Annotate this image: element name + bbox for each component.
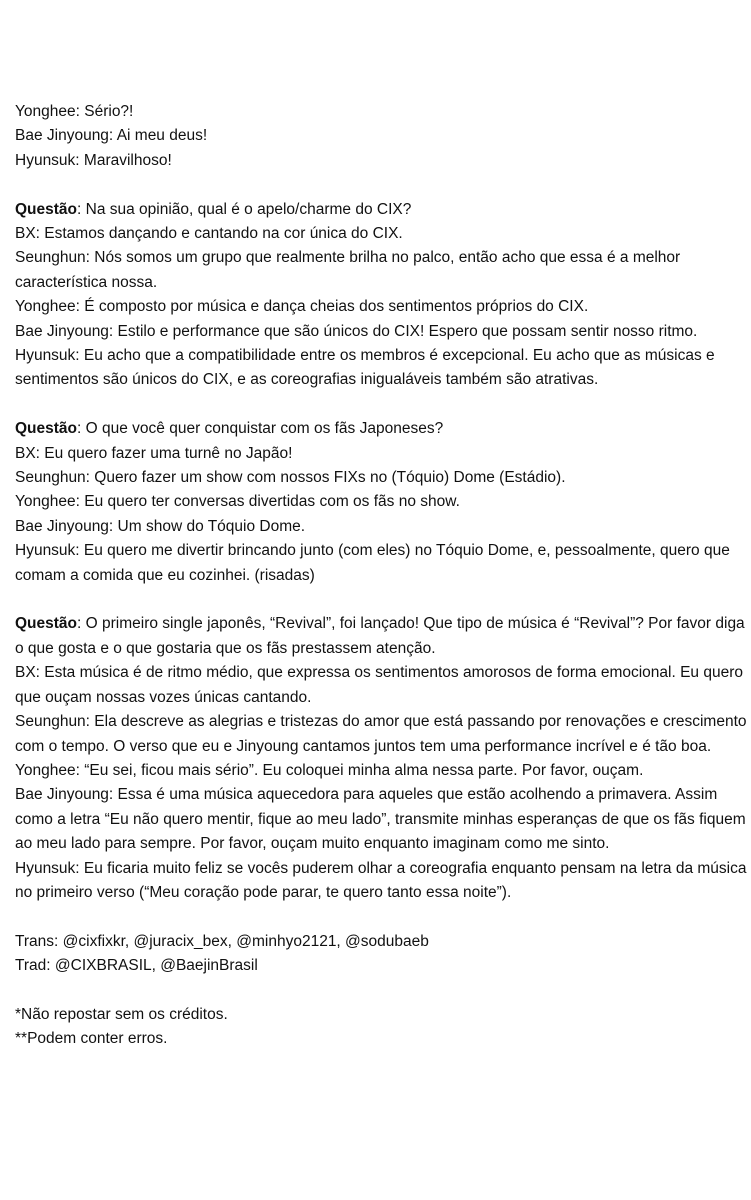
intro-line: Bae Jinyoung: Ai meu deus!: [15, 127, 208, 145]
question-section-1: [15, 198, 747, 393]
answer-line: Hyunsuk: Eu ficaria muito feliz se vocês puderem olhar a coreografia enquanto pensam na letra da música no primeiro verso (“Meu coração pode parar, te quero tanto essa noite”).: [15, 859, 747, 901]
question-text: : O que você quer conquistar com os fãs Japoneses?: [77, 420, 444, 438]
question-section-2: [15, 417, 747, 588]
question-section-3: [15, 612, 747, 905]
answer-line: Seunghun: Nós somos um grupo que realmente brilha no palco, então acho que essa é a melhor característica nossa.: [15, 249, 681, 291]
credits-line: Trans: @cixfixkr, @juracix_bex, @minhyo2121, @sodubaeb: [15, 932, 429, 950]
answer-line: Bae Jinyoung: Essa é uma música aquecedora para aqueles que estão acolhendo a primavera. Assim como a letra “Eu não quero mentir, fique ao meu lado”, transmite minhas esperanças de que os fãs fiquem ao meu lado para sempre. Por favor, ouçam muito enquanto imaginam como me sinto.: [15, 786, 746, 853]
answer-line: Yonghee: Eu quero ter conversas divertidas com os fãs no show.: [15, 493, 460, 511]
answer-line: BX: Estamos dançando e cantando na cor única do CIX.: [15, 225, 403, 243]
answer-line: Seunghun: Ela descreve as alegrias e tristezas do amor que está passando por renovações e crescimento com o tempo. O verso que eu e Jinyoung cantamos juntos tem uma performance incrível e é tão boa.: [15, 713, 747, 755]
answer-line: BX: Eu quero fazer uma turnê no Japão!: [15, 444, 293, 462]
intro-line: Yonghee: Sério?!: [15, 103, 134, 120]
credits-block: [15, 930, 747, 979]
document-page: [15, 100, 747, 1076]
question-line: [15, 198, 747, 222]
question-text: : Na sua opinião, qual é o apelo/charme do CIX?: [77, 200, 412, 218]
answer-line: Yonghee: “Eu sei, ficou mais sério”. Eu coloquei minha alma nessa parte. Por favor, ouçam.: [15, 761, 644, 779]
question-line: [15, 612, 747, 661]
note-line: *Não repostar sem os créditos.: [15, 1005, 228, 1023]
intro-line: Hyunsuk: Maravilhoso!: [15, 151, 172, 169]
note-line: **Podem conter erros.: [15, 1030, 168, 1048]
answer-line: Seunghun: Quero fazer um show com nossos FIXs no (Tóquio) Dome (Estádio).: [15, 469, 566, 487]
notes-block: [15, 1003, 747, 1052]
answer-line: Hyunsuk: Eu quero me divertir brincando junto (com eles) no Tóquio Dome, e, pessoalmente, quero que comam a comida que eu cozinhei. (risadas): [15, 542, 730, 584]
question-text: : O primeiro single japonês, “Revival”, foi lançado! Que tipo de música é “Revival”? Por favor diga o que gosta e o que gostaria que os fãs prestassem atenção.: [15, 615, 745, 657]
answer-line: BX: Esta música é de ritmo médio, que expressa os sentimentos amorosos de forma emocional. Eu quero que ouçam nossas vozes únicas cantando.: [15, 664, 743, 706]
answer-line: Yonghee: É composto por música e dança cheias dos sentimentos próprios do CIX.: [15, 298, 589, 316]
question-label: Questão: [15, 615, 78, 633]
answer-line: Bae Jinyoung: Estilo e performance que são únicos do CIX! Espero que possam sentir nosso ritmo.: [15, 322, 698, 340]
question-label: Questão: [15, 420, 78, 438]
credits-line: Trad: @CIXBRASIL, @BaejinBrasil: [15, 957, 258, 975]
question-label: Questão: [15, 200, 78, 218]
question-line: [15, 417, 747, 441]
answer-line: Bae Jinyoung: Um show do Tóquio Dome.: [15, 517, 306, 535]
intro-block: [15, 100, 747, 173]
answer-line: Hyunsuk: Eu acho que a compatibilidade entre os membros é excepcional. Eu acho que as músicas e sentimentos são únicos do CIX, e as coreografias inigualáveis também são atrativas.: [15, 347, 715, 389]
